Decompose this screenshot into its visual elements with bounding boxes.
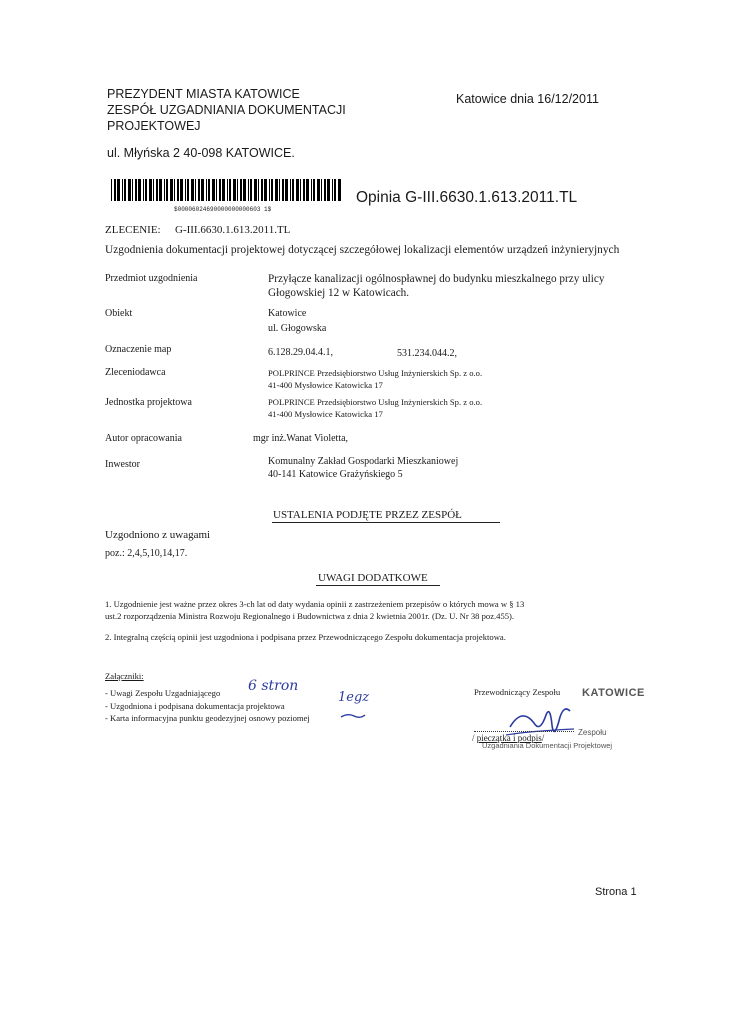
zleceniodawca-line-2: 41-400 Mysłowice Katowicka 17 <box>268 379 383 390</box>
zleceniodawca-label: Zleceniodawca <box>105 367 166 378</box>
ustalenia-heading: USTALENIA PODJĘTE PRZEZ ZESPÓŁ <box>273 509 462 521</box>
mapy-value-2: 531.234.044.2, <box>397 348 457 359</box>
jednostka-value <box>268 397 482 420</box>
mapy-label: Oznaczenie map <box>105 344 172 355</box>
stamp-right-2: Uzgadniania Dokumentacji Projektowej <box>482 741 613 750</box>
inwestor-line-1: Komunalny Zakład Gospodarki Mieszkaniowej <box>268 456 459 467</box>
autor-label: Autor opracowania <box>105 433 182 444</box>
uwagi-item-1-line-2: ust.2 rozporządzenia Ministra Rozwoju Regionalnego i Budownictwa z dnia 2 kwietnia 2001r. (Dz. U. Nr 38 poz.455). <box>105 610 515 621</box>
jednostka-label: Jednostka projektowa <box>105 397 192 408</box>
inwestor-label: Inwestor <box>105 459 140 470</box>
autor-value: mgr inż.Wanat Violetta, <box>253 433 349 444</box>
handwritten-copies: 1egz <box>338 690 370 705</box>
header-line-3: PROJEKTOWEJ <box>107 119 201 133</box>
obiekt-value <box>268 306 326 336</box>
zalacznik-item-2: - Uzgodniona i podpisana dokumentacja projektowa <box>105 700 285 711</box>
ustalenia-positions: poz.: 2,4,5,10,14,17. <box>105 548 188 559</box>
przedmiot-line-1: Przyłącze kanalizacji ogólnospławnej do budynku mieszkalnego przy ulicy <box>268 273 605 285</box>
inwestor-value <box>268 455 458 481</box>
zalacznik-item-1: - Uwagi Zespołu Uzgadniającego <box>105 688 221 698</box>
header-line-2: ZESPÓŁ UZGADNIANIA DOKUMENTACJI <box>107 103 346 117</box>
zlecenie-label: ZLECENIE: <box>105 224 161 236</box>
chairman-label: Przewodniczący Zespołu <box>474 687 561 697</box>
zleceniodawca-line-1: POLPRINCE Przedsiębiorstwo Usług Inżynierskich Sp. z o.o. <box>268 368 483 378</box>
stamp-under-label: / pieczątka i podpis/ <box>472 733 545 743</box>
obiekt-label: Obiekt <box>105 308 133 319</box>
barcode-number: $00006024690000000000603 1$ <box>174 206 272 213</box>
stamp-under-text: pieczątka i podpis <box>476 733 542 743</box>
mapy-value-1: 6.128.29.04.4.1, <box>268 347 333 358</box>
uwagi-heading: UWAGI DODATKOWE <box>318 572 428 584</box>
zalaczniki-heading: Załączniki: <box>105 671 144 681</box>
uwagi-underline <box>316 585 440 586</box>
opinion-number: Opinia G-III.6630.1.613.2011.TL <box>356 189 578 206</box>
ustalenia-underline <box>272 522 500 523</box>
inwestor-line-2: 40-141 Katowice Grażyńskiego 5 <box>268 469 403 480</box>
przedmiot-label: Przedmiot uzgodnienia <box>105 273 198 284</box>
zleceniodawca-value <box>268 368 482 391</box>
barcode-graphic <box>111 179 342 201</box>
obiekt-line-1: Katowice <box>268 308 307 319</box>
przedmiot-line-2: Głogowskiej 12 w Katowicach. <box>268 287 410 299</box>
page-number: Strona 1 <box>595 886 637 898</box>
handwritten-dash <box>340 712 366 720</box>
jednostka-line-1: POLPRINCE Przedsiębiorstwo Usług Inżynierskich Sp. z o.o. <box>268 397 483 407</box>
obiekt-line-2: ul. Głogowska <box>268 323 327 334</box>
handwritten-page-count: 6 stron <box>248 678 299 694</box>
subject-line: Uzgodnienia dokumentacji projektowej dotyczącej szczegółowej lokalizacji elementów urządzeń inżynieryjnych <box>105 244 620 256</box>
uwagi-item-2: 2. Integralną częścią opinii jest uzgodniona i podpisana przez Przewodniczącego Zespołu dokumentacja projektowa. <box>105 632 506 642</box>
header-line-1: PREZYDENT MIASTA KATOWICE <box>107 87 300 101</box>
document-date: Katowice dnia 16/12/2011 <box>456 92 599 106</box>
zlecenie-value: G-III.6630.1.613.2011.TL <box>175 224 291 236</box>
jednostka-line-2: 41-400 Mysłowice Katowicka 17 <box>268 408 383 419</box>
uwagi-item-1-line-1: 1. Uzgodnienie jest ważne przez okres 3-ch lat od daty wydania opinii z zastrzeżeniem przepisów o których mowa w § 13 <box>105 599 525 609</box>
ustalenia-result: Uzgodniono z uwagami <box>105 529 211 541</box>
zalacznik-item-3: - Karta informacyjna punktu geodezyjnej osnowy poziomej <box>105 713 310 723</box>
stamp-city: KATOWICE <box>582 687 645 699</box>
signature-line <box>474 731 574 732</box>
przedmiot-value <box>268 272 604 300</box>
stamp-right-1: Zespołu <box>578 728 607 737</box>
header-block <box>107 86 346 134</box>
office-address: ul. Młyńska 2 40-098 KATOWICE. <box>107 146 295 160</box>
uwagi-item-1 <box>105 599 524 622</box>
